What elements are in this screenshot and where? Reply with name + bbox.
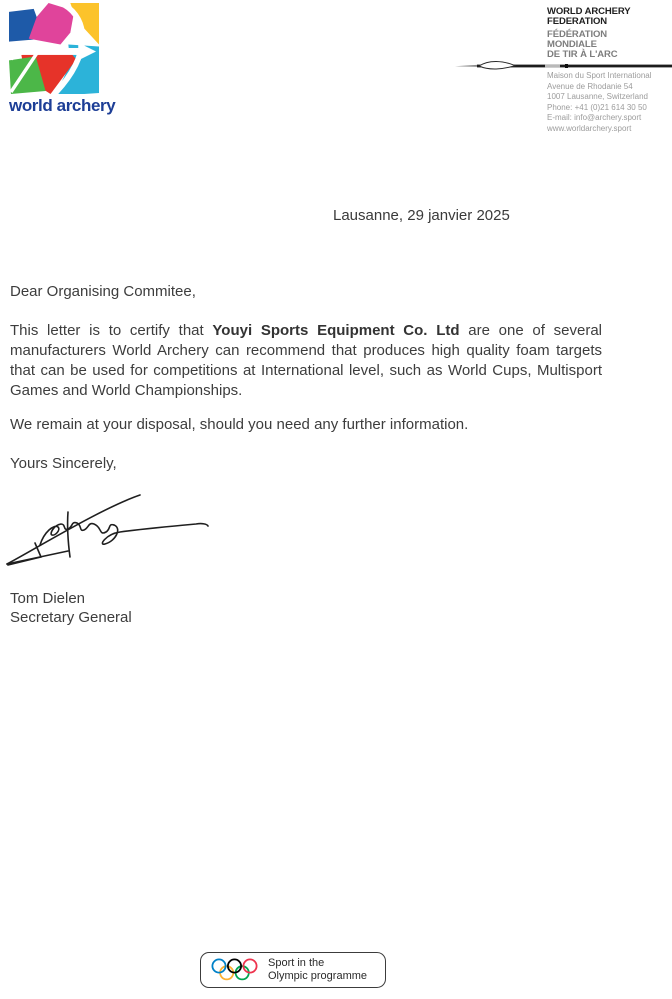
olympic-rings-icon — [210, 957, 260, 983]
signature — [2, 486, 217, 576]
signer-name: Tom Dielen — [10, 590, 86, 607]
body-paragraph-1 — [10, 321, 602, 401]
badge-text-line1: Sport in the — [268, 956, 325, 969]
para1-company-name: Youyi Sports Equipment Co. Ltd — [212, 322, 460, 339]
org-name-en-line1: WORLD ARCHERY — [547, 6, 631, 17]
world-archery-logo-icon — [9, 3, 100, 94]
body-paragraph-2: We remain at your disposal, should you need any further information. — [10, 416, 469, 433]
org-name-fr-line3: DE TIR À L'ARC — [547, 49, 618, 60]
org-name-fr-line1: FÉDÉRATION — [547, 29, 608, 40]
address-line: Avenue de Rhodanie 54 — [547, 81, 633, 91]
address-line: Maison du Sport International — [547, 71, 652, 80]
address-line: www.worldarchery.sport — [547, 123, 632, 133]
org-name-fr-line2: MONDIALE — [547, 39, 597, 50]
para1-text-before: This letter is to certify that — [10, 322, 213, 339]
logo-wordmark: world archery — [9, 96, 116, 115]
dateline: Lausanne, 29 janvier 2025 — [333, 207, 510, 224]
olympic-programme-badge — [200, 952, 386, 988]
org-name-en-line2: FEDERATION — [547, 16, 608, 27]
badge-text — [268, 957, 367, 984]
salutation: Dear Organising Commitee, — [10, 283, 196, 300]
badge-text-line2: Olympic programme — [268, 970, 368, 982]
address-block — [547, 71, 672, 135]
signer-title: Secretary General — [10, 609, 132, 626]
org-name-block — [547, 7, 667, 60]
address-line: E-mail: info@archery.sport — [547, 113, 642, 123]
para1-text-after: are one of several manufacturers World Archery can recommend that produces high quality foam targets that can be used for competitions at International level, such as World Cups, Multisport Games and World Championships. — [10, 322, 602, 399]
world-archery-logo — [9, 3, 129, 116]
closing: Yours Sincerely, — [10, 455, 117, 472]
address-line: Phone: +41 (0)21 614 30 50 — [547, 102, 647, 112]
address-line: 1007 Lausanne, Switzerland — [547, 92, 648, 102]
